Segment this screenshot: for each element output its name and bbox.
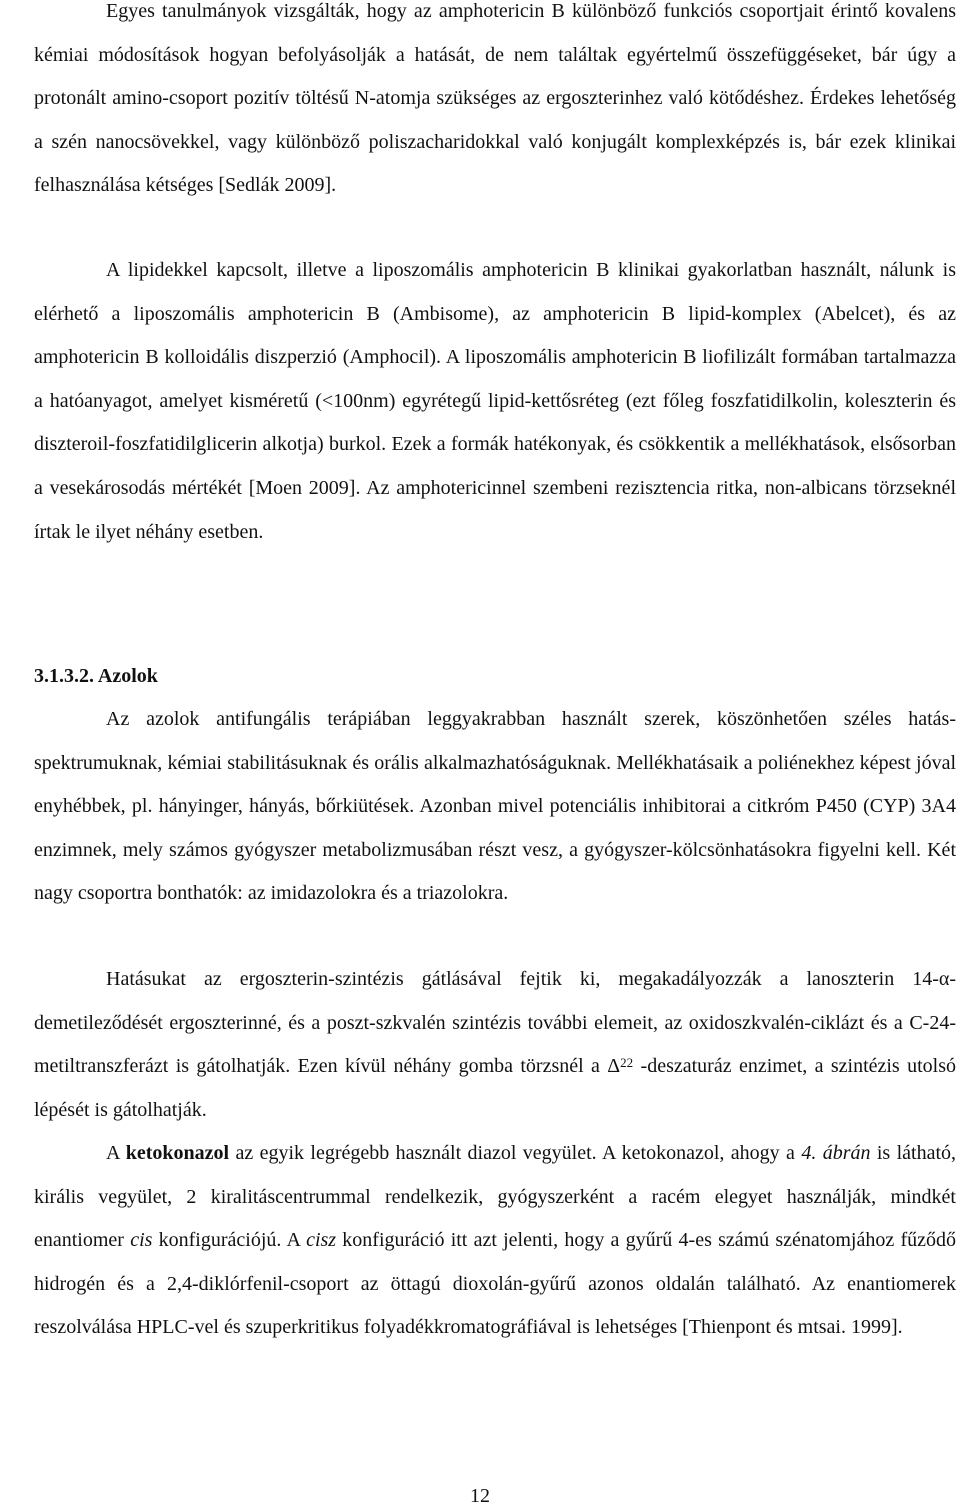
paragraph-1: Egyes tanulmányok vizsgálták, hogy az amphotericin B különböző funkciós csoportjait érintő kovalens kémiai módosítások hogyan befolyásolják a hatását, de nem találtak egyértelmű összefüggéseket, bár úgy a protonált amino-csoport pozitív töltésű N-atomja szükséges az ergoszterinhez való kötődéshez. Érdekes lehetőség a szén nanocsövekkel, vagy különböző poliszacharidokkal való konjugált komplexképzés is, bár ezek klinikai felhasználása kétséges [Sedlák 2009]. (34, 0, 956, 197)
page-number: 12 (470, 1485, 490, 1507)
ketokonazol-bold: ketokonazol (125, 1142, 230, 1164)
paragraph-2: A lipidekkel kapcsolt, illetve a liposzomális amphotericin B klinikai gyakorlatban használt, nálunk is elérhető a liposzomális amphotericin B (Ambisome), az amphotericin B lipid-komplex (Abelcet), és az amphotericin B kolloidális diszperzió (Amphocil). A liposzomális amphotericin B liofilizált formában tartalmazza a hatóanyagot, amelyet kisméretű (<100nm) egyrétegű lipid-kettősréteg (ezt főleg foszfatidilkolin, koleszterin és diszteroil-foszfatidilglicerin alkotja) burkol. Ezek a formák hatékonyak, és csökkentik a mellékhatások, elsősorban a vesekárosodás mértékét [Moen 2009]. Az amphotericinnel szembeni rezisztencia ritka, non-albicans törzseknél írtak le ilyet néhány esetben. (34, 259, 956, 543)
paragraph-4: Hatásukat az ergoszterin-szintézis gátlásával fejtik ki, megakadályozzák a lanoszterin 14-α-demetileződését ergoszterinné, és a poszt-szkvalén szintézis további elemeit, az oxidoszkvalén-ciklázt és a C-24-metiltranszferázt is gátolhatják. Ezen kívül néhány gomba törzsnél a $\Delta^{22}$ -deszaturáz enzimet, a szintézis utolsó lépését is gátolhatják. (34, 968, 956, 1121)
superscript-22: 22 (620, 1055, 634, 1071)
paragraph-3: Az azolok antifungális terápiában leggyakrabban használt szerek, köszönhetően széles hatás-spektrumuknak, kémiai stabilitásuknak és orális alkalmazhatóságuknak. Mellékhatásaik a poliénekhez képest jóval enyhébbek, pl. hányinger, hányás, bőrkiütések. Azonban mivel potenciális inhibitorai a citkróm P450 (CYP) 3A4 enzimnek, mely számos gyógyszer metabolizmusában részt vesz, a gyógyszer-kölcsönhatásokra figyelni kell. Két nagy csoportra bonthatók: az imidazolokra és a triazolokra. (34, 708, 956, 905)
section-heading: 3.1.3.2. Azolok (34, 665, 158, 687)
figure-reference: 4. ábrán (801, 1142, 871, 1164)
delta-symbol: Δ (607, 1055, 621, 1078)
paragraph-5: A ketokonazol az egyik legrégebb használt diazol vegyület. A ketokonazol, ahogy a 4. ábrán is látható, királis vegyület, 2 kiralitáscentrummal rendelkezik, gyógyszerként a racém elegyet használják, mindkét enantiomer cis konfigurációjú. A cisz konfiguráció itt azt jelenti, hogy a gyűrű 4-es számú szénatomjához fűződő hidrogén és a 2,4-diklórfenil-csoport az öttagú dioxolán-gyűrű azonos oldalán található. Az enantiomerek reszolválása HPLC-vel és szuperkritikus folyadékkromatográfiával is lehetséges [Thienpont és mtsai. 1999]. (34, 1142, 957, 1339)
